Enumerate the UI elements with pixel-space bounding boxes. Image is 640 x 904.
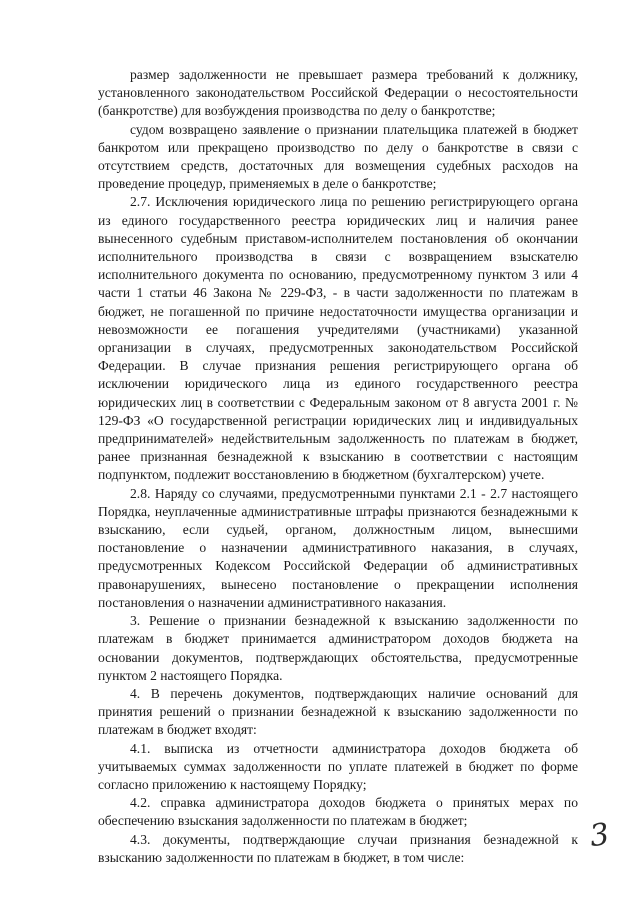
paragraph-2-7: 2.7. Исключения юридического лица по решению регистрирующего органа из единого государственного реестра юридических лиц и наличия ранее вынесенного судебным приставом-исполнителем постановления об окончании исполнительного производства в связи с возвращением взыскателю исполнительного документа по основанию, предусмотренному пунктом 3 или 4 части 1 статьи 46 Закона № 229-ФЗ, - в части задолженности по платежам в бюджет, не погашенной по причине недостаточности имущества организации и невозможности ее погашения учредителями (участниками) указанной организации в случаях, предусмотренных законодательством Российской Федерации. В случае признания решения регистрирующего органа об исключении юридического лица из единого государственного реестра юридических лиц в соответствии с Федеральным законом от 8 августа 2001 г. № 129-ФЗ «О государственной регистрации юридических лиц и индивидуальных предпринимателей» недействительным задолженность по платежам в бюджет, ранее признанная безнадежной к взысканию в соответствии с настоящим подпунктом, подлежит восстановлению в бюджетном (бухгалтерском) учете.: [98, 194, 578, 483]
paragraph-4: 4. В перечень документов, подтверждающих наличие оснований для принятия решений о признании безнадежной к взысканию задолженности по платежам в бюджет входят:: [98, 685, 578, 738]
paragraph-4-3: 4.3. документы, подтверждающие случаи признания безнадежной к взысканию задолженности по платежам в бюджет, в том числе:: [98, 831, 578, 865]
paragraph-debt-threshold: размер задолженности не превышает размера требований к должнику, установленного законодательством Российской Федерации о несостоятельности (банкротстве) для возбуждения производства по делу о банкротстве;: [98, 67, 578, 119]
paragraph-2-8: 2.8. Наряду со случаями, предусмотренными пунктами 2.1 - 2.7 настоящего Порядка, неуплаченные административные штрафы признаются безнадежными к взысканию, если судьей, органом, должностным лицом, вынесшими постановление о назначении административного наказания, в случаях, предусмотренных Кодексом Российской Федерации об административных правонарушениях, вынесено постановление о прекращении исполнения постановления о назначении административного наказания.: [98, 485, 578, 610]
paragraph-3: 3. Решение о признании безнадежной к взысканию задолженности по платежам в бюджет принимается администратором доходов бюджета на основании документов, подтверждающих обстоятельства, предусмотренные пунктом 2 настоящего Порядка.: [98, 613, 578, 683]
paragraph-4-1: 4.1. выписка из отчетности администратора доходов бюджета об учитываемых суммах задолженности по уплате платежей в бюджет по форме согласно приложению к настоящему Порядку;: [98, 740, 578, 792]
paragraph-court-returned: судом возвращено заявление о признании плательщика платежей в бюджет банкротом или прекращено производство по делу о банкротстве в связи с отсутствием средств, достаточных для возмещения судебных расходов на проведение процедур, применяемых в деле о банкротстве;: [98, 121, 578, 192]
handwritten-page-number: 3: [587, 816, 612, 855]
document-page: [98, 66, 578, 867]
paragraph-4-2: 4.2. справка администратора доходов бюджета о принятых мерах по обеспечению взыскания задолженности по платежам в бюджет;: [98, 795, 578, 829]
